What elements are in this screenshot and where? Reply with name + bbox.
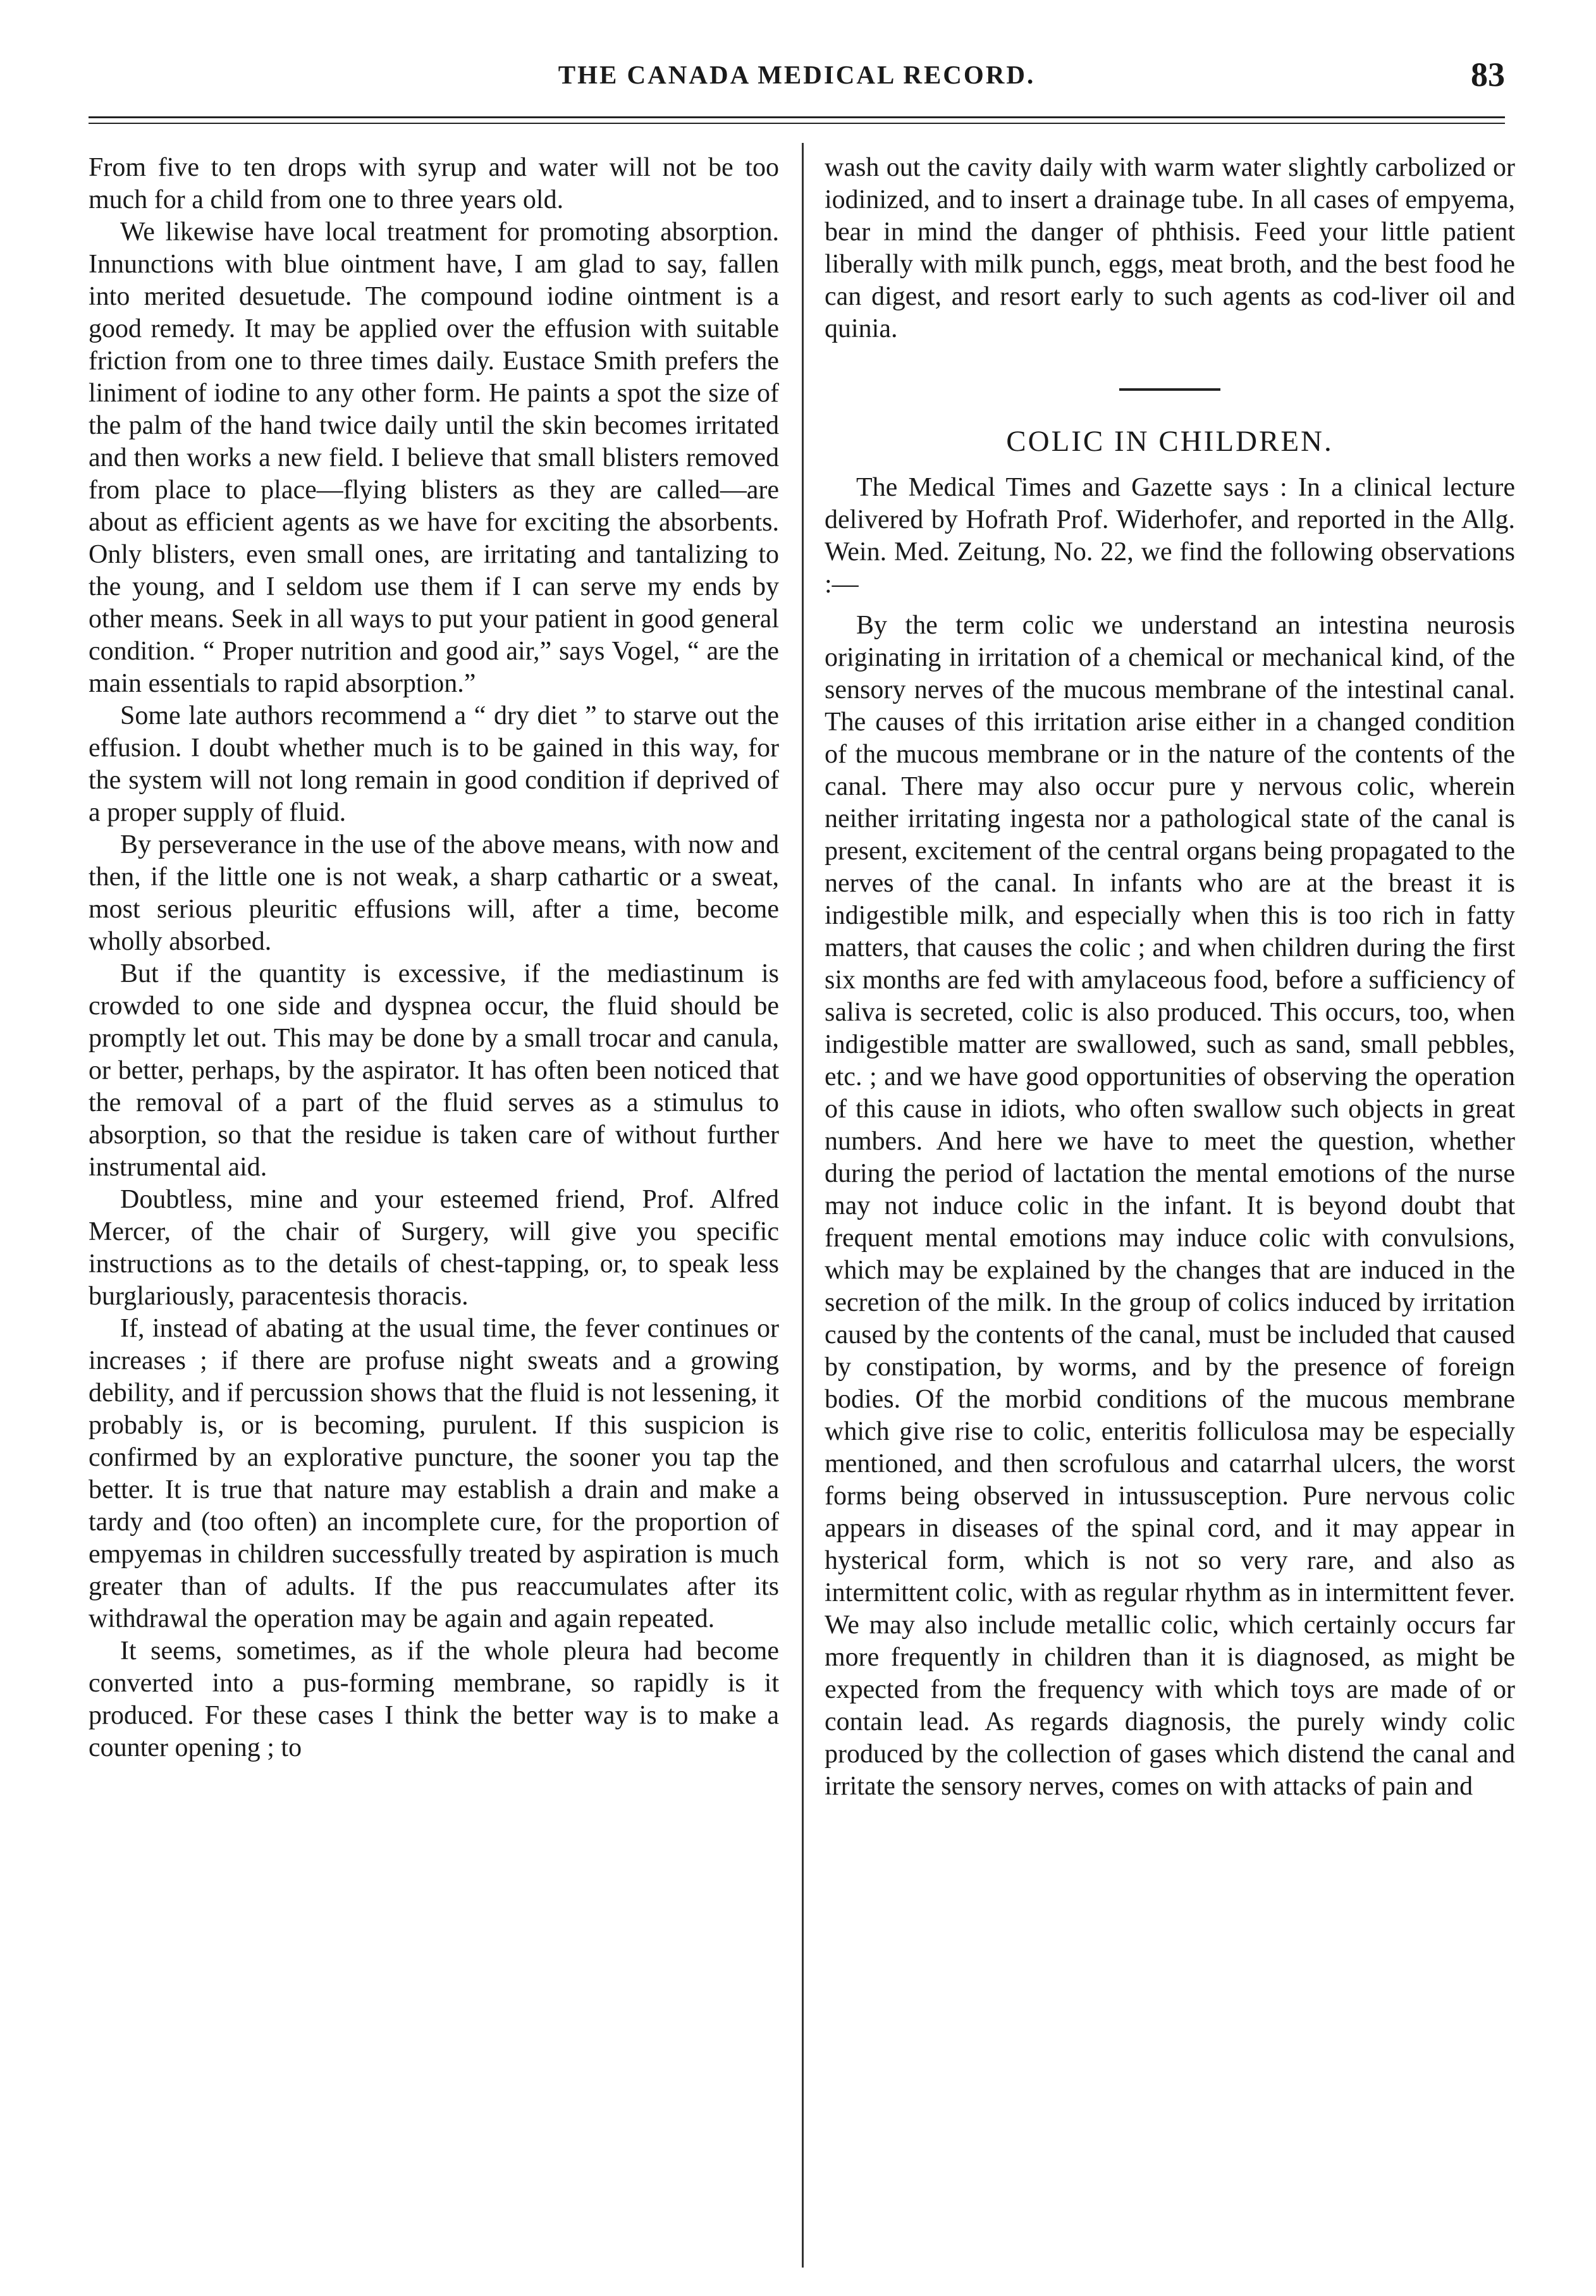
- paragraph: It seems, sometimes, as if the whole pleura had become converted into a pus-forming membrane, so rapidly is it produced. For these cases I think the better way is to make a counter opening ; to: [89, 1636, 779, 1762]
- left-column: [89, 152, 779, 2264]
- paragraph: Doubtless, mine and your esteemed friend, Prof. Alfred Mercer, of the chair of Surgery, will give you specific instructions as to the details of chest-tapping, or, to speak less burglariously, paracentesis thoracis.: [89, 1185, 779, 1311]
- paragraph: But if the quantity is excessive, if the mediastinum is crowded to one side and dyspnea occur, the fluid should be promptly let out. This may be done by a small trocar and canula, or better, perhaps, by the aspirator. It has often been noticed that the removal of a part of the fluid serves as a stimulus to absorption, so that the residue is taken care of without further instrumental aid.: [89, 959, 779, 1182]
- page-number: 83: [1471, 56, 1505, 94]
- intro-paragraph: The Medical Times and Gazette says : In a clinical lecture delivered by Hofrath Prof. Widerhofer, and reported in the Allg. Wein. Med. Zeitung, No. 22, we find the following observations :—: [825, 473, 1515, 599]
- running-header: [89, 49, 1505, 100]
- paragraph: If, instead of abating at the usual time, the fever continues or increases ; if there are profuse night sweats and a growing debility, and if percussion shows that the fluid is not lessening, it probably is, or is becoming, purulent. If this suspicion is confirmed by an explorative puncture, the sooner you tap the better. It is true that nature may establish a drain and make a tardy and (too often) an incomplete cure, for the proportion of empyemas in children successfully treated by aspiration is much greater than of adults. If the pus reaccumulates after its withdrawal the operation may be again and again repeated.: [89, 1314, 779, 1633]
- paragraph: Some late authors recommend a “ dry diet ” to starve out the effusion. I doubt whether much is to be gained in this way, for the system will not long remain in good condition if deprived of a proper supply of fluid.: [89, 701, 779, 827]
- right-column: [825, 152, 1515, 2264]
- header-rule-top: [89, 116, 1505, 118]
- paragraph: From five to ten drops with syrup and water will not be too much for a child from one to three years old.: [89, 153, 779, 214]
- header-rule-bottom: [89, 123, 1505, 124]
- journal-title: THE CANADA MEDICAL RECORD.: [558, 60, 1036, 89]
- body-paragraph: By the term colic we understand an intestina neurosis originating in irritation of a chemical or mechanical kind, of the sensory nerves of the mucous membrane of the intestinal canal. The causes of this irritation arise either in a changed condition of the mucous membrane or in the nature of the contents of the canal. There may also occur pure y nervous colic, wherein neither irritating ingesta nor a pathological state of the canal is present, excitement of the central organs being propagated to the nerves of the canal. In infants who are at the breast it is indigestible milk, and especially when this is too rich in fatty matters, that causes the colic ; and when children during the first six months are fed with amylaceous food, before a sufficiency of saliva is secreted, colic is also produced. This occurs, too, when indigestible matter are swallowed, such as sand, small pebbles, etc. ; and we have good opportunities of observing the operation of this cause in idiots, who often swallow such objects in great numbers. And here we have to meet the question, whether during the period of lactation the mental emotions of the nurse may not induce colic in the infant. It is beyond doubt that frequent mental emotions may induce colic with convulsions, which may be explained by the changes that are induced in the secretion of the milk. In the group of colics induced by irritation caused by the contents of the canal, must be included that caused by constipation, by worms, and by the presence of foreign bodies. Of the morbid conditions of the mucous membrane which give rise to colic, enteritis folliculosa may be especially mentioned, and then scrofulous and catarrhal ulcers, the worst forms being observed in intussusception. Pure nervous colic appears in diseases of the spinal cord, and it may appear in hysterical form, which is not so very rare, and also as intermittent colic, with as regular rhythm as in intermittent fever. We may also include metallic colic, which certainly occurs far more frequently in children than it is diagnosed, as might be expected from the frequency with which toys are made of or contain lead. As regards diagnosis, the purely windy colic produced by the collection of gases which distend the canal and irritate the sensory nerves, comes on with attacks of pain and: [825, 611, 1515, 1801]
- paragraph: We likewise have local treatment for promoting absorption. Innunctions with blue ointment have, I am glad to say, fallen into merited desuetude. The compound iodine ointment is a good remedy. It may be applied over the effusion with suitable friction from one to three times daily. Eustace Smith prefers the liniment of iodine to any other form. He paints a spot the size of the palm of the hand twice daily until the skin becomes irritated and then works a new field. I believe that small blisters removed from place to place—flying blisters as they are called—are about as efficient agents as we have for exciting the absorbents. Only blisters, even small ones, are irritating and tantalizing to the young, and I seldom use them if I can serve my ends by other means. Seek in all ways to put your patient in good general condition. “ Proper nutrition and good air,” says Vogel, “ are the main essentials to rapid absorption.”: [89, 218, 779, 698]
- paragraph: By perseverance in the use of the above means, with now and then, if the little one is not weak, a sharp cathartic or a sweat, most serious pleuritic effusions will, after a time, become wholly absorbed.: [89, 830, 779, 956]
- column-divider: [802, 143, 804, 2268]
- section-divider: [1119, 388, 1220, 391]
- paragraph-continued: wash out the cavity daily with warm water slightly carbolized or iodinized, and to insert a drainage tube. In all cases of empyema, bear in mind the danger of phthisis. Feed your little patient liberally with milk punch, eggs, meat broth, and the best food he can digest, and resort early to such agents as cod-liver oil and quinia.: [825, 153, 1515, 343]
- article-title: COLIC IN CHILDREN.: [1006, 425, 1334, 458]
